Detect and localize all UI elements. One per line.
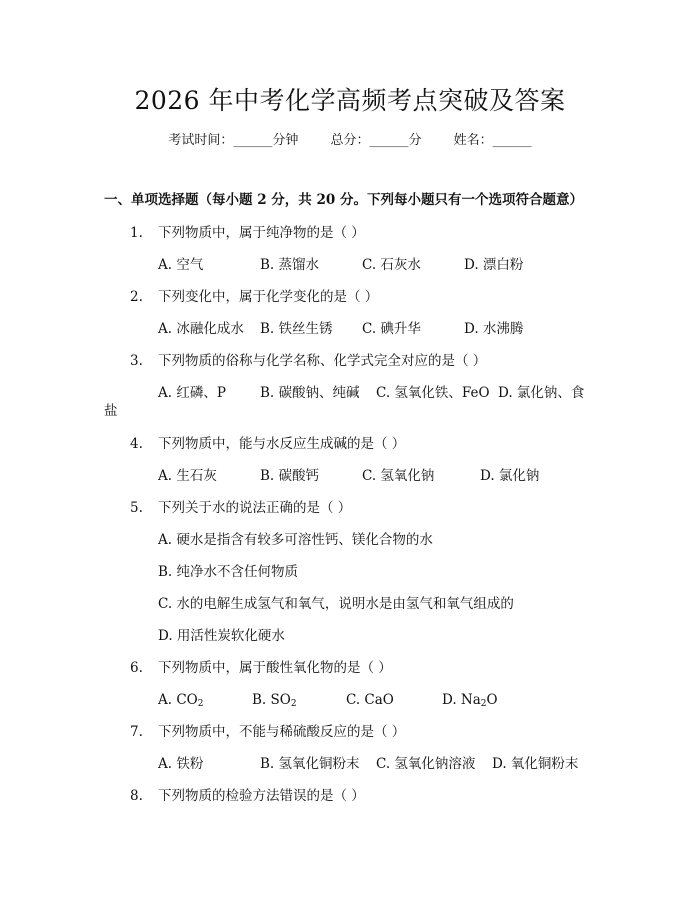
- question-3: [130, 352, 486, 370]
- option-b: [252, 691, 297, 713]
- option-a: A. 空气: [158, 257, 204, 273]
- formula-text: B. SO: [252, 692, 291, 708]
- option-b: B. 蒸馏水: [260, 257, 320, 273]
- option-b: B. 碳酸钠、纯碱: [260, 385, 360, 401]
- option-b: B. 铁丝生锈: [260, 321, 333, 337]
- option-d: [442, 691, 498, 713]
- formula-subscript: 2: [290, 699, 297, 709]
- question-7: [130, 723, 405, 741]
- exam-time-field: 考试时间：______分钟: [168, 133, 299, 148]
- option-c: C. 氢氧化钠溶液: [376, 756, 476, 772]
- option-d: D. 漂白粉: [464, 257, 524, 273]
- total-score-field: 总分：______分: [330, 133, 422, 148]
- question-number: 5.: [130, 500, 143, 516]
- option-a: A. 硬水是指含有较多可溶性钙、镁化合物的水: [158, 532, 433, 548]
- section-title: 一、单项选择题（每小题 2 分，共 20 分。下列每小题只有一个选项符合题意）: [104, 192, 583, 208]
- option-a: A. 红磷、P: [158, 385, 226, 401]
- option-c: C. 碘升华: [362, 321, 421, 337]
- question-2: [130, 288, 378, 306]
- question-number: 8.: [130, 788, 143, 804]
- option-a: [158, 691, 203, 713]
- question-6: [130, 659, 392, 677]
- option-d: D. 水沸腾: [464, 321, 524, 337]
- option-b: B. 氢氧化铜粉末: [260, 756, 360, 772]
- question-stem: 下列物质中，属于纯净物的是（ ）: [158, 225, 365, 241]
- question-number: 4.: [130, 436, 143, 452]
- formula-subscript: 2: [480, 699, 487, 709]
- option-c: C. 水的电解生成氢气和氧气，说明水是由氢气和氧气组成的: [158, 596, 514, 612]
- question-5: [130, 499, 351, 517]
- formula-text: D. Na: [442, 692, 481, 708]
- option-d: D. 氯化钠: [480, 468, 540, 484]
- question-stem: 下列物质中，能与水反应生成碱的是（ ）: [158, 436, 406, 452]
- option-c: C. 氢氧化钠: [362, 468, 435, 484]
- question-8: [130, 787, 365, 805]
- option-d: D. 用活性炭软化硬水: [158, 628, 285, 644]
- question-stem: 下列变化中，属于化学变化的是（ ）: [158, 289, 379, 305]
- question-stem: 下列关于水的说法正确的是（ ）: [158, 500, 352, 516]
- option-a: A. 铁粉: [158, 756, 204, 772]
- student-name-field: 姓名：______: [453, 133, 532, 148]
- question-number: 7.: [130, 724, 143, 740]
- page-title: 2026 年中考化学高频考点突破及答案: [134, 86, 566, 115]
- question-number: 2.: [130, 289, 143, 305]
- option-c: C. 石灰水: [362, 257, 421, 273]
- question-4: [130, 435, 405, 453]
- question-stem: 下列物质的检验方法错误的是（ ）: [158, 788, 365, 804]
- question-number: 6.: [130, 660, 143, 676]
- option-d: D. 氧化铜粉末: [492, 756, 579, 772]
- question-stem: 下列物质的俗称与化学名称、化学式完全对应的是（ ）: [158, 353, 487, 369]
- formula-text: O: [486, 692, 498, 708]
- option-d: D. 氯化钠、食: [498, 385, 585, 401]
- question-stem: 下列物质中，属于酸性氧化物的是（ ）: [158, 660, 392, 676]
- option-b: B. 纯净水不含任何物质: [158, 564, 299, 580]
- formula-text: A. CO: [158, 692, 198, 708]
- formula-subscript: 2: [197, 699, 204, 709]
- option-a: A. 冰融化成水: [158, 321, 244, 337]
- formula-text: C. CaO: [346, 692, 394, 708]
- question-1: [130, 224, 365, 242]
- option-c: [346, 691, 394, 709]
- question-number: 1.: [130, 225, 143, 241]
- option-b: B. 碳酸钙: [260, 468, 320, 484]
- question-number: 3.: [130, 353, 143, 369]
- exam-info: [0, 132, 700, 150]
- option-c: C. 氢氧化铁、FeO: [376, 385, 490, 401]
- option-a: A. 生石灰: [158, 468, 217, 484]
- option-d-continuation: 盐: [104, 403, 118, 419]
- question-stem: 下列物质中，不能与稀硫酸反应的是（ ）: [158, 724, 406, 740]
